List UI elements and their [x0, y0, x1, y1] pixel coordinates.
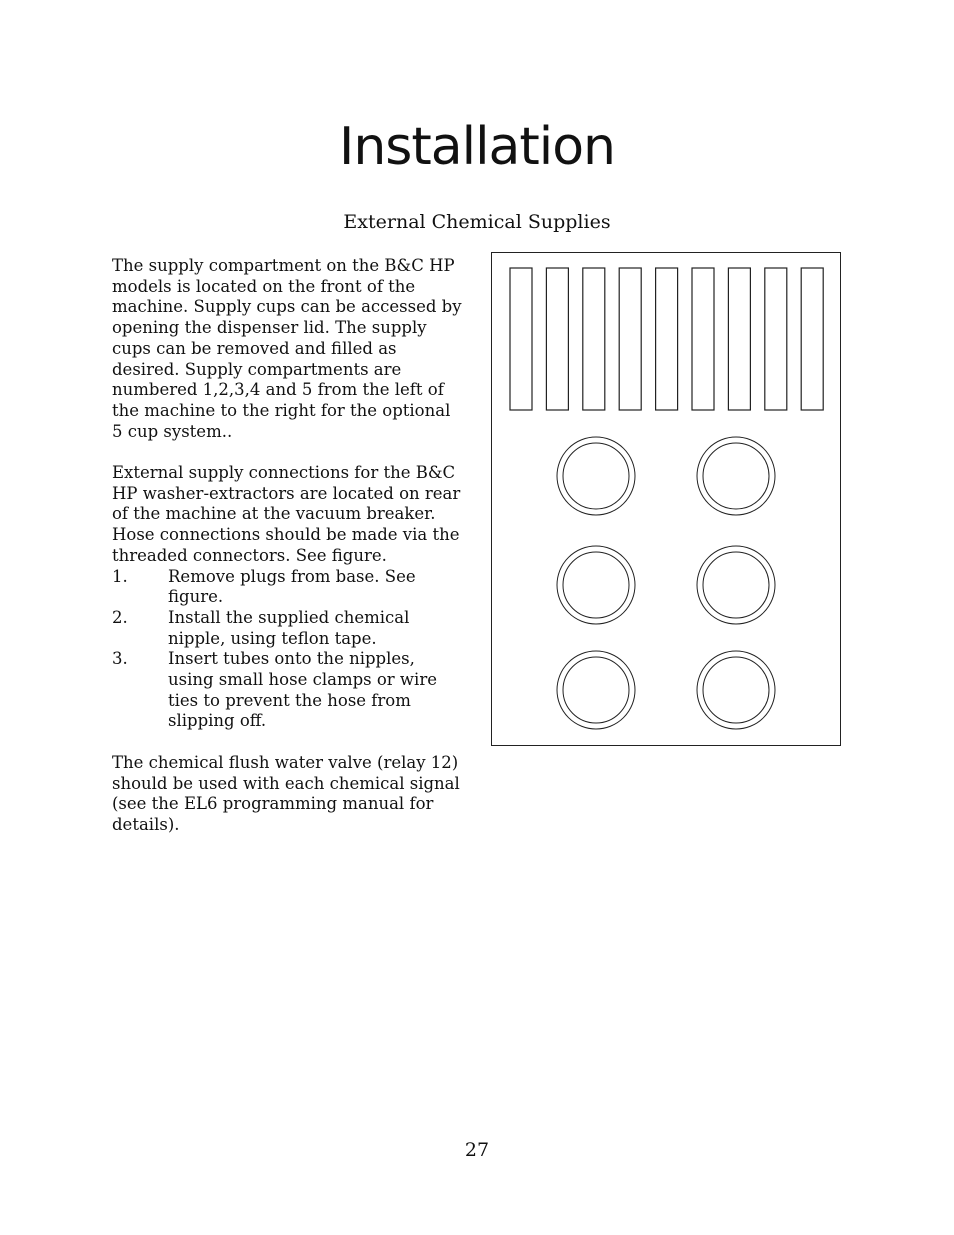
paragraph-spacer	[112, 732, 464, 753]
chemical-connector	[557, 651, 635, 729]
connector-ring	[563, 443, 629, 509]
connector-ring	[563, 657, 629, 723]
connector-ring	[563, 552, 629, 618]
installation-steps	[112, 567, 464, 733]
supply-cup-slot	[728, 268, 750, 410]
connector-ring	[697, 437, 775, 515]
supply-cup-slot	[692, 268, 714, 410]
step-number: 1.	[112, 566, 128, 586]
paragraph-supply-compartment: The supply compartment on the B&C HP models is located on the front of the machine. Supply cups can be accessed by opening the dispenser lid. The supply cups can be removed and filled as desired. Supply compartments are numbered 1,2,3,4 and 5 from the left of the machine to the right for the optional 5 cup system..	[112, 256, 462, 441]
supply-cup-slot	[583, 268, 605, 410]
supply-cup-slot	[765, 268, 787, 410]
page-title: Installation	[338, 117, 615, 177]
chemical-supply-figure	[491, 252, 841, 746]
chemical-connector	[697, 651, 775, 729]
step-item	[112, 649, 464, 732]
page-number: 27	[464, 1139, 490, 1161]
supply-cup-slot	[619, 268, 641, 410]
connector-ring	[557, 437, 635, 515]
step-text: Remove plugs from base. See figure.	[168, 566, 416, 607]
supply-cup-slot	[510, 268, 532, 410]
connector-ring	[703, 552, 769, 618]
figure-drawing	[492, 253, 842, 747]
chemical-connector	[557, 437, 635, 515]
step-item	[112, 608, 464, 649]
connector-ring	[703, 657, 769, 723]
connector-ring	[557, 651, 635, 729]
body-text	[112, 256, 464, 836]
step-text: Insert tubes onto the nipples, using small hose clamps or wire ties to prevent the hose from slipping off.	[168, 649, 437, 731]
supply-cup-slot	[801, 268, 823, 410]
supply-cup-slot	[656, 268, 678, 410]
connector-ring	[697, 651, 775, 729]
connector-ring	[703, 443, 769, 509]
paragraph-flush-valve: The chemical flush water valve (relay 12) should be used with each chemical signal (see the EL6 programming manual for details).	[112, 752, 460, 834]
step-number: 2.	[112, 607, 128, 627]
chemical-connector	[697, 437, 775, 515]
chemical-connector	[557, 546, 635, 624]
step-number: 3.	[112, 649, 128, 669]
paragraph-external-connections: External supply connections for the B&C HP washer-extractors are located on rear of the machine at the vacuum breaker. Hose connections should be made via the threaded connectors. See figure.	[112, 463, 461, 565]
chemical-connector	[697, 546, 775, 624]
section-subtitle: External Chemical Supplies	[343, 211, 611, 233]
supply-cup-slot	[546, 268, 568, 410]
step-item	[112, 567, 464, 608]
connector-ring	[557, 546, 635, 624]
step-text: Install the supplied chemical nipple, using teflon tape.	[168, 607, 410, 648]
connector-ring	[697, 546, 775, 624]
paragraph-spacer	[112, 442, 464, 463]
